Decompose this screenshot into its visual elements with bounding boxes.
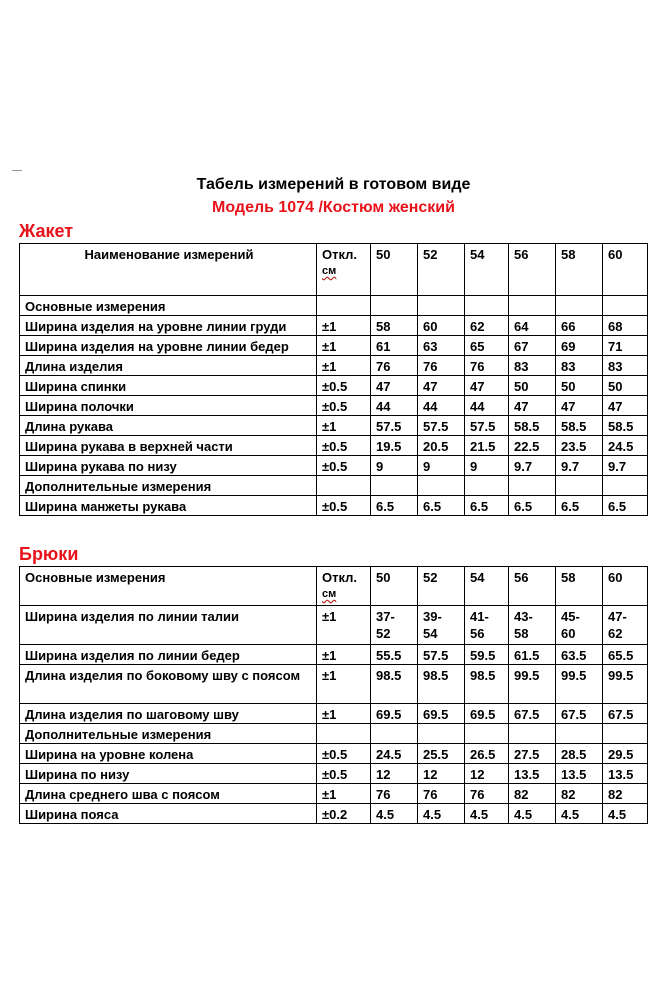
value-cell [603,296,648,316]
value-cell: 4.5 [509,804,556,824]
value-cell: 37- 52 [371,606,418,645]
value-cell: 6.5 [603,496,648,516]
table-header-row [20,244,648,296]
tolerance-cell: ±0.5 [317,496,371,516]
size-header-cell: 54 [465,567,509,606]
value-cell [556,724,603,744]
measurement-name-cell: Ширина изделия по линии талии [20,606,317,645]
value-cell: 39- 54 [418,606,465,645]
tolerance-cell: ±0.5 [317,764,371,784]
tolerance-cell: ±0.2 [317,804,371,824]
tolerance-cell: ±0.5 [317,396,371,416]
tolerance-cell [317,724,371,744]
table-header-row [20,567,648,606]
value-cell [509,476,556,496]
tolerance-cell: ±1 [317,606,371,645]
value-cell: 24.5 [371,744,418,764]
value-cell: 82 [509,784,556,804]
value-cell: 9 [465,456,509,476]
table-row [20,296,648,316]
value-cell: 69.5 [465,704,509,724]
measurement-name-cell: Основные измерения [20,296,317,316]
header-name-cell: Наименование измерений [20,244,317,296]
table-row [20,645,648,665]
measurement-name-cell: Ширина манжеты рукава [20,496,317,516]
value-cell: 60 [418,316,465,336]
value-cell: 12 [465,764,509,784]
value-cell: 50 [603,376,648,396]
value-cell [556,296,603,316]
value-cell [603,476,648,496]
measurement-name-cell: Ширина рукава в верхней части [20,436,317,456]
value-cell: 47 [603,396,648,416]
measurement-name-cell: Ширина рукава по низу [20,456,317,476]
value-cell: 76 [371,356,418,376]
value-cell [465,296,509,316]
value-cell: 69 [556,336,603,356]
table-row [20,665,648,704]
value-cell: 98.5 [465,665,509,704]
tolerance-cell: ±1 [317,704,371,724]
tolerance-cell: ±0.5 [317,436,371,456]
table-row [20,436,648,456]
size-header-cell: 60 [603,244,648,296]
value-cell: 99.5 [509,665,556,704]
value-cell: 13.5 [509,764,556,784]
section-label-jacket: Жакет [19,221,74,241]
value-cell [465,476,509,496]
value-cell: 28.5 [556,744,603,764]
tolerance-label: Откл. [322,570,358,585]
value-cell: 24.5 [603,436,648,456]
measurement-name-cell: Ширина изделия по линии бедер [20,645,317,665]
value-cell: 76 [371,784,418,804]
value-cell: 76 [465,356,509,376]
value-cell: 66 [556,316,603,336]
model-subtitle: Модель 1074 /Костюм женский [212,199,455,216]
value-cell: 98.5 [418,665,465,704]
value-cell: 61 [371,336,418,356]
value-cell: 50 [509,376,556,396]
value-cell [603,724,648,744]
value-cell: 71 [603,336,648,356]
value-cell: 69.5 [371,704,418,724]
value-cell: 41- 56 [465,606,509,645]
value-cell [418,476,465,496]
measurement-name-cell: Ширина спинки [20,376,317,396]
table-row [20,356,648,376]
measurement-name-cell: Длина рукава [20,416,317,436]
measurement-name-cell: Дополнительные измерения [20,724,317,744]
measurement-name-cell: Длина изделия [20,356,317,376]
value-cell: 12 [418,764,465,784]
value-cell: 4.5 [465,804,509,824]
value-cell: 83 [603,356,648,376]
document-title: Табель измерений в готовом виде [196,176,471,193]
value-cell: 57.5 [418,416,465,436]
value-cell: 47 [509,396,556,416]
value-cell [418,724,465,744]
stray-mark [12,170,22,171]
value-cell: 62 [465,316,509,336]
size-header-cell: 60 [603,567,648,606]
value-cell: 4.5 [603,804,648,824]
value-cell: 61.5 [509,645,556,665]
table-row [20,416,648,436]
value-cell: 82 [603,784,648,804]
header-tolerance-cell [317,244,371,296]
header-tolerance-cell [317,567,371,606]
value-cell [418,296,465,316]
value-cell: 64 [509,316,556,336]
tolerance-cell: ±0.5 [317,456,371,476]
value-cell [371,476,418,496]
value-cell: 43- 58 [509,606,556,645]
table-row [20,456,648,476]
value-cell [371,724,418,744]
value-cell: 12 [371,764,418,784]
value-cell: 58.5 [556,416,603,436]
value-cell: 59.5 [465,645,509,665]
value-cell: 47 [465,376,509,396]
value-cell: 19.5 [371,436,418,456]
value-cell: 6.5 [371,496,418,516]
value-cell: 9 [371,456,418,476]
header-name-cell: Основные измерения [20,567,317,606]
value-cell: 13.5 [603,764,648,784]
value-cell: 98.5 [371,665,418,704]
tolerance-cell: ±1 [317,665,371,704]
table-row [20,606,648,645]
jacket-measurements-table [19,243,648,516]
value-cell: 47- 62 [603,606,648,645]
value-cell: 83 [509,356,556,376]
tolerance-cell: ±1 [317,416,371,436]
value-cell: 13.5 [556,764,603,784]
value-cell: 44 [418,396,465,416]
measurement-name-cell: Длина изделия по боковому шву с поясом [20,665,317,704]
value-cell: 65 [465,336,509,356]
size-header-cell: 56 [509,244,556,296]
value-cell: 6.5 [509,496,556,516]
measurement-name-cell: Ширина полочки [20,396,317,416]
table-row [20,744,648,764]
value-cell: 47 [418,376,465,396]
measurement-name-cell: Ширина изделия на уровне линии бедер [20,336,317,356]
value-cell: 68 [603,316,648,336]
value-cell: 9.7 [509,456,556,476]
value-cell: 57.5 [371,416,418,436]
measurement-name-cell: Длина среднего шва с поясом [20,784,317,804]
value-cell: 4.5 [556,804,603,824]
value-cell: 76 [418,784,465,804]
value-cell: 63 [418,336,465,356]
value-cell: 47 [556,396,603,416]
section-label-trousers: Брюки [19,544,79,564]
value-cell: 25.5 [418,744,465,764]
value-cell: 57.5 [418,645,465,665]
value-cell: 9 [418,456,465,476]
value-cell: 57.5 [465,416,509,436]
value-cell: 58.5 [603,416,648,436]
measurement-name-cell: Дополнительные измерения [20,476,317,496]
value-cell: 45- 60 [556,606,603,645]
value-cell: 47 [371,376,418,396]
value-cell: 44 [371,396,418,416]
value-cell: 69.5 [418,704,465,724]
value-cell: 9.7 [603,456,648,476]
value-cell: 67.5 [509,704,556,724]
size-header-cell: 54 [465,244,509,296]
size-header-cell: 58 [556,244,603,296]
value-cell: 20.5 [418,436,465,456]
size-header-cell: 58 [556,567,603,606]
measurement-name-cell: Длина изделия по шаговому шву [20,704,317,724]
value-cell [465,724,509,744]
table-row [20,784,648,804]
tolerance-label: Откл. [322,247,358,262]
value-cell: 44 [465,396,509,416]
table-row [20,724,648,744]
value-cell: 67 [509,336,556,356]
value-cell: 63.5 [556,645,603,665]
value-cell: 27.5 [509,744,556,764]
value-cell: 99.5 [556,665,603,704]
tolerance-cell: ±1 [317,645,371,665]
size-header-cell: 52 [418,244,465,296]
measurement-name-cell: Ширина изделия на уровне линии груди [20,316,317,336]
table-row [20,704,648,724]
size-header-cell: 56 [509,567,556,606]
table-row [20,764,648,784]
value-cell: 29.5 [603,744,648,764]
value-cell: 55.5 [371,645,418,665]
value-cell: 67.5 [556,704,603,724]
value-cell: 4.5 [418,804,465,824]
value-cell: 26.5 [465,744,509,764]
value-cell: 58.5 [509,416,556,436]
measurement-name-cell: Ширина на уровне колена [20,744,317,764]
value-cell: 23.5 [556,436,603,456]
value-cell: 58 [371,316,418,336]
value-cell: 6.5 [465,496,509,516]
trousers-measurements-table [19,566,648,824]
tolerance-cell: ±1 [317,316,371,336]
table-row [20,376,648,396]
value-cell [509,724,556,744]
value-cell: 76 [418,356,465,376]
measurement-name-cell: Ширина по низу [20,764,317,784]
table-row [20,316,648,336]
tolerance-cell: ±1 [317,336,371,356]
measurement-name-cell: Ширина пояса [20,804,317,824]
table-row [20,336,648,356]
tolerance-cell [317,296,371,316]
tolerance-cell: ±1 [317,784,371,804]
value-cell: 50 [556,376,603,396]
tolerance-cell: ±1 [317,356,371,376]
table-row [20,804,648,824]
value-cell: 99.5 [603,665,648,704]
value-cell: 65.5 [603,645,648,665]
tolerance-unit: см [322,265,337,277]
value-cell: 67.5 [603,704,648,724]
tolerance-cell [317,476,371,496]
value-cell: 83 [556,356,603,376]
value-cell [556,476,603,496]
value-cell: 76 [465,784,509,804]
value-cell: 22.5 [509,436,556,456]
value-cell: 21.5 [465,436,509,456]
value-cell: 6.5 [418,496,465,516]
value-cell [371,296,418,316]
size-header-cell: 52 [418,567,465,606]
table-row [20,476,648,496]
value-cell: 82 [556,784,603,804]
tolerance-unit: см [322,588,337,600]
table-row [20,496,648,516]
value-cell: 9.7 [556,456,603,476]
value-cell [509,296,556,316]
value-cell: 4.5 [371,804,418,824]
size-header-cell: 50 [371,567,418,606]
table-row [20,396,648,416]
tolerance-cell: ±0.5 [317,376,371,396]
value-cell: 6.5 [556,496,603,516]
size-header-cell: 50 [371,244,418,296]
tolerance-cell: ±0.5 [317,744,371,764]
